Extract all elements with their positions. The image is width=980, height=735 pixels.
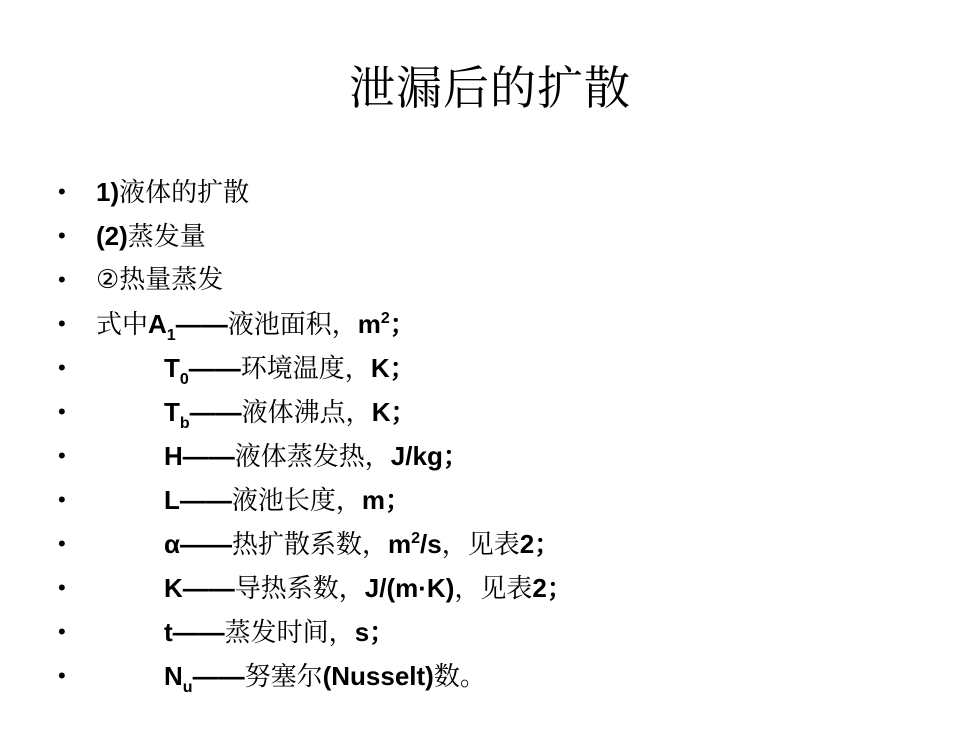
bullet-icon: • xyxy=(58,399,66,424)
unit-superscript: 2 xyxy=(380,310,390,327)
symbol: K xyxy=(164,573,183,603)
dash: —— xyxy=(182,441,235,471)
table-reference-text: ，见表 xyxy=(454,574,533,604)
tail: ； xyxy=(385,485,412,515)
dash: —— xyxy=(179,485,232,515)
item-content xyxy=(164,610,395,655)
description: 液池面积， xyxy=(227,310,358,340)
tail: ； xyxy=(546,573,573,603)
item-content xyxy=(96,302,416,347)
bullet-icon: • xyxy=(58,575,66,600)
table-reference-number: 2 xyxy=(532,573,547,603)
dash: —— xyxy=(179,529,232,559)
item-prefix: 式中 xyxy=(96,310,149,340)
item-text: 液体的扩散 xyxy=(119,178,250,208)
symbol-subscript: b xyxy=(179,415,190,432)
item-content xyxy=(164,434,469,479)
slide-title: 泄漏后的扩散 xyxy=(349,61,631,115)
bullet-icon: • xyxy=(58,619,66,644)
symbol: H xyxy=(164,441,183,471)
bullet-list xyxy=(58,170,958,698)
dash: —— xyxy=(172,617,225,647)
symbol: A xyxy=(148,309,167,339)
item-content xyxy=(164,346,416,391)
tail: 数。 xyxy=(433,662,486,692)
unit-suffix: /s xyxy=(420,529,442,559)
dash: —— xyxy=(189,397,242,427)
item-text: ②热量蒸发 xyxy=(96,265,224,295)
list-item xyxy=(58,214,958,258)
item-content xyxy=(164,566,573,611)
item-content xyxy=(96,170,249,215)
description: 热扩散系数， xyxy=(231,530,388,560)
list-item xyxy=(58,258,958,302)
bullet-icon: • xyxy=(58,663,66,688)
dash: —— xyxy=(192,661,245,691)
item-content xyxy=(164,654,486,699)
symbol: L xyxy=(164,485,180,515)
symbol-subscript: u xyxy=(182,679,193,696)
list-item xyxy=(58,346,958,390)
tail: ； xyxy=(390,397,417,427)
bullet-icon: • xyxy=(58,355,66,380)
dash: —— xyxy=(182,573,235,603)
unit: m xyxy=(388,529,412,559)
unit: J/kg xyxy=(390,441,443,471)
bullet-icon: • xyxy=(58,311,66,336)
list-item xyxy=(58,654,958,698)
unit: (Nusselt) xyxy=(322,661,434,691)
item-number: 1) xyxy=(96,177,120,207)
tail: ； xyxy=(389,309,416,339)
description: 努塞尔 xyxy=(244,662,323,692)
bullet-icon: • xyxy=(58,531,66,556)
table-reference-text: ，见表 xyxy=(441,530,520,560)
bullet-icon: • xyxy=(58,487,66,512)
item-text: 蒸发量 xyxy=(127,222,206,252)
symbol-subscript: 0 xyxy=(179,371,189,388)
description: 液体蒸发热， xyxy=(234,442,391,472)
bullet-icon: • xyxy=(58,443,66,468)
item-content xyxy=(96,258,223,302)
bullet-icon: • xyxy=(58,179,66,204)
item-content xyxy=(164,478,411,523)
bullet-icon: • xyxy=(58,267,66,292)
description: 蒸发时间， xyxy=(224,618,355,648)
unit-superscript: 2 xyxy=(411,530,421,547)
list-item xyxy=(58,566,958,610)
list-item xyxy=(58,302,958,346)
item-content xyxy=(96,214,206,259)
unit: J/(m·K) xyxy=(364,573,455,603)
item-number: (2) xyxy=(96,221,128,251)
symbol: α xyxy=(164,529,180,559)
table-reference-number: 2 xyxy=(519,529,535,559)
tail: ； xyxy=(369,617,396,647)
symbol: t xyxy=(164,617,173,647)
list-item xyxy=(58,170,958,214)
description: 液池长度， xyxy=(231,486,362,516)
dash: —— xyxy=(188,353,241,383)
description: 导热系数， xyxy=(234,574,365,604)
tail: ； xyxy=(442,441,469,471)
symbol: N xyxy=(164,661,183,691)
symbol-subscript: 1 xyxy=(166,327,176,344)
list-item xyxy=(58,522,958,566)
tail: ； xyxy=(534,529,561,559)
description: 环境温度， xyxy=(240,354,371,384)
list-item xyxy=(58,434,958,478)
unit: K xyxy=(370,353,390,383)
symbol: T xyxy=(164,353,180,383)
item-content xyxy=(164,390,416,435)
item-content xyxy=(164,522,560,567)
list-item xyxy=(58,478,958,522)
description: 液体沸点， xyxy=(241,398,372,428)
unit: s xyxy=(354,617,370,647)
dash: —— xyxy=(175,309,228,339)
unit: m xyxy=(361,485,386,515)
unit: K xyxy=(371,397,391,427)
tail: ； xyxy=(389,353,416,383)
unit: m xyxy=(357,309,381,339)
symbol: T xyxy=(164,397,180,427)
bullet-icon: • xyxy=(58,223,66,248)
list-item xyxy=(58,610,958,654)
list-item xyxy=(58,390,958,434)
